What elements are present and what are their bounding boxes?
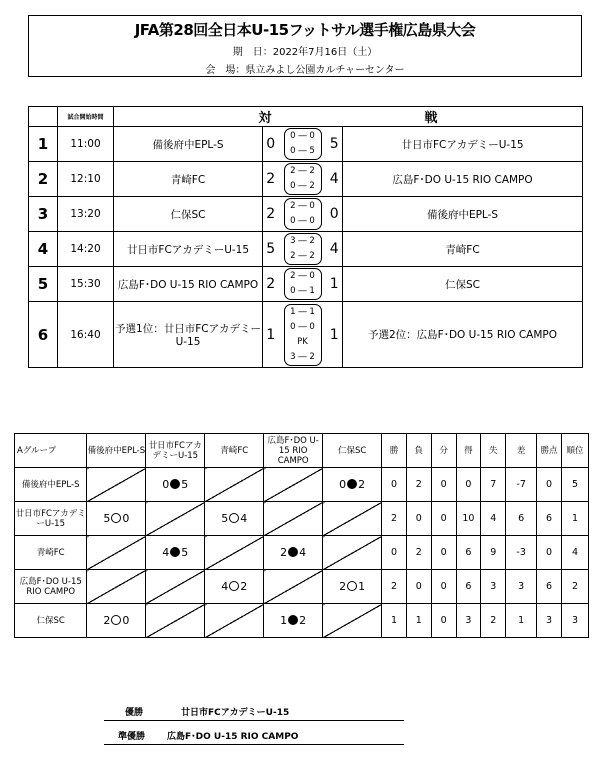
no-match-cell xyxy=(205,536,264,570)
champion-team: 廿日市FCアカデミーU-15 xyxy=(181,708,290,718)
stat-value: 10 xyxy=(456,502,481,536)
half-scores-cell xyxy=(279,162,327,197)
loss-circle-icon xyxy=(288,547,298,557)
stat-value: 3 xyxy=(537,604,562,638)
stat-value: 2 xyxy=(406,536,431,570)
match-result-cell xyxy=(323,468,382,502)
no-match-cell xyxy=(146,502,205,536)
no-match-cell xyxy=(205,604,264,638)
match-row xyxy=(29,232,583,267)
no-match-cell xyxy=(264,570,323,604)
stat-value: 0 xyxy=(431,502,456,536)
stat-value: 2 xyxy=(481,604,506,638)
schedule-header-row xyxy=(29,107,583,127)
result-score-right: 5 xyxy=(181,546,189,559)
second-half-score: 0 ― 5 xyxy=(290,146,315,156)
date-line: 期 日：2022年7月16日（土） xyxy=(232,47,378,58)
match-schedule-table xyxy=(28,106,583,368)
header-vs: 対 戦 xyxy=(114,107,583,127)
half-scores-cell xyxy=(279,232,327,267)
stat-value: 0 xyxy=(382,536,407,570)
result-score-left: 0 xyxy=(162,478,170,491)
stat-value: 0 xyxy=(537,536,562,570)
league-header-row xyxy=(15,434,589,468)
stat-value: 6 xyxy=(506,502,537,536)
stat-value: 6 xyxy=(456,536,481,570)
match-row xyxy=(29,162,583,197)
stat-value: 1 xyxy=(561,502,588,536)
stat-header-draws: 分 xyxy=(431,434,456,468)
stat-value: 3 xyxy=(561,604,588,638)
half-scores-cell xyxy=(279,267,327,302)
stat-value: 0 xyxy=(406,570,431,604)
half-scores-cell xyxy=(279,197,327,232)
stat-value: 1 xyxy=(382,604,407,638)
match-number: 6 xyxy=(29,302,58,368)
header-time: 試合開始時間 xyxy=(58,107,114,127)
match-result-cell xyxy=(146,536,205,570)
result-score-left: 5 xyxy=(103,512,111,525)
stat-value: 4 xyxy=(481,502,506,536)
stat-value: 3 xyxy=(456,604,481,638)
stat-value: 2 xyxy=(561,570,588,604)
stat-value: -7 xyxy=(506,468,537,502)
stat-value: -3 xyxy=(506,536,537,570)
stat-header-points: 勝点 xyxy=(537,434,562,468)
champion-row xyxy=(104,697,404,721)
stat-value: 0 xyxy=(431,536,456,570)
match-row xyxy=(29,197,583,232)
stat-value: 6 xyxy=(456,570,481,604)
result-score-left: 4 xyxy=(221,580,229,593)
home-team: 備後府中EPL-S xyxy=(114,127,263,162)
stat-value: 9 xyxy=(481,536,506,570)
col-team-header: 仁保SC xyxy=(323,434,382,468)
no-match-cell xyxy=(146,570,205,604)
match-row xyxy=(29,302,583,368)
result-score-right: 1 xyxy=(358,580,366,593)
stat-value: 0 xyxy=(382,468,407,502)
first-half-score: 2 ― 0 xyxy=(290,201,315,211)
result-score-right: 5 xyxy=(181,478,189,491)
match-number: 4 xyxy=(29,232,58,267)
away-score: 1 xyxy=(327,302,343,368)
stat-value: 0 xyxy=(431,570,456,604)
no-match-cell xyxy=(87,536,146,570)
match-time: 12:10 xyxy=(58,162,114,197)
row-team-name: 備後府中EPL-S xyxy=(15,468,87,502)
home-team: 予選1位：廿日市FCアカデミーU-15 xyxy=(114,302,263,368)
col-team-header: 広島F･DO U-15 RIO CAMPO xyxy=(264,434,323,468)
loss-circle-icon xyxy=(170,479,180,489)
home-team: 広島F･DO U-15 RIO CAMPO xyxy=(114,267,263,302)
loss-circle-icon xyxy=(347,479,357,489)
league-row xyxy=(15,570,589,604)
match-number: 3 xyxy=(29,197,58,232)
second-half-score: 2 ― 2 xyxy=(290,251,315,261)
result-score-right: 0 xyxy=(122,614,130,627)
stat-value: 3 xyxy=(481,570,506,604)
stat-value: 7 xyxy=(481,468,506,502)
half-scores-cell xyxy=(279,127,327,162)
match-time: 11:00 xyxy=(58,127,114,162)
away-score: 5 xyxy=(327,127,343,162)
stat-header-goals-against: 失 xyxy=(481,434,506,468)
result-score-left: 2 xyxy=(103,614,111,627)
match-result-cell xyxy=(323,570,382,604)
match-result-cell xyxy=(146,468,205,502)
league-row xyxy=(15,536,589,570)
result-score-left: 4 xyxy=(162,546,170,559)
half-scores xyxy=(284,163,322,195)
home-score: 5 xyxy=(263,232,279,267)
row-team-name: 青崎FC xyxy=(15,536,87,570)
row-team-name: 仁保SC xyxy=(15,604,87,638)
stat-header-goal-diff: 差 xyxy=(506,434,537,468)
result-score-left: 2 xyxy=(339,580,347,593)
win-circle-icon xyxy=(111,513,121,523)
no-match-cell xyxy=(87,468,146,502)
stat-header-wins: 勝 xyxy=(382,434,407,468)
col-team-header: 廿日市FCアカデミーU-15 xyxy=(146,434,205,468)
result-score-right: 4 xyxy=(299,546,307,559)
first-half-score: 0 ― 0 xyxy=(290,131,315,141)
no-match-cell xyxy=(323,502,382,536)
second-half-score: 0 ― 1 xyxy=(290,286,315,296)
no-match-cell xyxy=(205,468,264,502)
result-score-right: 2 xyxy=(299,614,307,627)
away-score: 4 xyxy=(327,162,343,197)
stat-value: 3 xyxy=(506,570,537,604)
home-team: 仁保SC xyxy=(114,197,263,232)
stat-header-losses: 負 xyxy=(406,434,431,468)
pk-score: 3 ― 2 xyxy=(290,351,315,362)
stat-header-goals-for: 得 xyxy=(456,434,481,468)
second-half-score: 0 ― 0 xyxy=(290,216,315,226)
match-row xyxy=(29,127,583,162)
match-result-cell xyxy=(205,502,264,536)
stat-value: 0 xyxy=(431,468,456,502)
home-team: 青崎FC xyxy=(114,162,263,197)
col-team-header: 備後府中EPL-S xyxy=(87,434,146,468)
result-score-left: 1 xyxy=(280,614,288,627)
venue-line: 会 場：県立みよし公園カルチャーセンター xyxy=(205,65,405,76)
home-score: 2 xyxy=(263,267,279,302)
match-result-cell xyxy=(264,536,323,570)
stat-value: 5 xyxy=(561,468,588,502)
match-result-cell xyxy=(264,604,323,638)
match-time: 13:20 xyxy=(58,197,114,232)
stat-value: 0 xyxy=(406,502,431,536)
away-score: 1 xyxy=(327,267,343,302)
stat-value: 6 xyxy=(537,570,562,604)
win-circle-icon xyxy=(229,513,239,523)
result-score-left: 5 xyxy=(221,512,229,525)
match-result-cell xyxy=(205,570,264,604)
away-team: 青崎FC xyxy=(343,232,583,267)
stat-value: 0 xyxy=(431,604,456,638)
league-row xyxy=(15,604,589,638)
away-team: 廿日市FCアカデミーU-15 xyxy=(343,127,583,162)
match-number: 1 xyxy=(29,127,58,162)
tournament-title: JFA第28回全日本U-15フットサル選手権広島県大会 xyxy=(134,21,476,39)
stat-value: 2 xyxy=(382,502,407,536)
stat-value: 6 xyxy=(537,502,562,536)
stat-value: 0 xyxy=(537,468,562,502)
stat-value: 2 xyxy=(382,570,407,604)
match-result-cell xyxy=(87,502,146,536)
stat-value: 1 xyxy=(506,604,537,638)
away-team: 広島F･DO U-15 RIO CAMPO xyxy=(343,162,583,197)
result-score-right: 4 xyxy=(240,512,248,525)
no-match-cell xyxy=(264,502,323,536)
second-half-score: 0 ― 0 xyxy=(290,321,315,332)
row-team-name: 廿日市FCアカデミーU-15 xyxy=(15,502,87,536)
tournament-header xyxy=(28,15,582,77)
no-match-cell xyxy=(264,468,323,502)
stat-value: 2 xyxy=(406,468,431,502)
result-score-left: 2 xyxy=(280,546,288,559)
champion-label: 優勝 xyxy=(125,708,144,718)
result-score-right: 2 xyxy=(240,580,248,593)
header-no-cell xyxy=(29,107,58,127)
home-score: 2 xyxy=(263,162,279,197)
match-time: 15:30 xyxy=(58,267,114,302)
loss-circle-icon xyxy=(288,615,298,625)
stat-value: 1 xyxy=(406,604,431,638)
match-time: 14:20 xyxy=(58,232,114,267)
match-number: 5 xyxy=(29,267,58,302)
win-circle-icon xyxy=(229,581,239,591)
result-score-left: 0 xyxy=(339,478,347,491)
half-scores xyxy=(284,198,322,230)
league-row xyxy=(15,502,589,536)
home-score: 0 xyxy=(263,127,279,162)
first-half-score: 2 ― 2 xyxy=(290,166,315,176)
home-team: 廿日市FCアカデミーU-15 xyxy=(114,232,263,267)
half-scores xyxy=(284,233,322,265)
pk-label: PK xyxy=(297,336,308,347)
league-row xyxy=(15,468,589,502)
row-team-name: 広島F･DO U-15 RIO CAMPO xyxy=(15,570,87,604)
group-name: Aグループ xyxy=(15,434,87,468)
match-number: 2 xyxy=(29,162,58,197)
home-score: 1 xyxy=(263,302,279,368)
runner-up-team: 広島F･DO U-15 RIO CAMPO xyxy=(167,732,299,742)
no-match-cell xyxy=(87,570,146,604)
result-score-right: 0 xyxy=(122,512,130,525)
away-score: 4 xyxy=(327,232,343,267)
away-team: 仁保SC xyxy=(343,267,583,302)
half-scores xyxy=(284,268,322,300)
half-scores-cell xyxy=(279,302,327,368)
result-score-right: 2 xyxy=(358,478,366,491)
win-circle-icon xyxy=(111,615,121,625)
no-match-cell xyxy=(323,604,382,638)
first-half-score: 2 ― 0 xyxy=(290,271,315,281)
win-circle-icon xyxy=(347,581,357,591)
away-team: 予選2位：広島F･DO U-15 RIO CAMPO xyxy=(343,302,583,368)
second-half-score: 0 ― 2 xyxy=(290,181,315,191)
loss-circle-icon xyxy=(170,547,180,557)
match-result-cell xyxy=(87,604,146,638)
no-match-cell xyxy=(146,604,205,638)
runner-up-label: 準優勝 xyxy=(118,732,146,742)
stat-header-rank: 順位 xyxy=(561,434,588,468)
first-half-score: 1 ― 1 xyxy=(290,306,315,317)
col-team-header: 青崎FC xyxy=(205,434,264,468)
away-score: 0 xyxy=(327,197,343,232)
home-score: 2 xyxy=(263,197,279,232)
league-table xyxy=(14,433,589,638)
stat-value: 4 xyxy=(561,536,588,570)
away-team: 備後府中EPL-S xyxy=(343,197,583,232)
half-scores xyxy=(284,304,322,366)
stat-value: 0 xyxy=(456,468,481,502)
first-half-score: 3 ― 2 xyxy=(290,236,315,246)
match-row xyxy=(29,267,583,302)
no-match-cell xyxy=(323,536,382,570)
half-scores xyxy=(284,128,322,160)
runner-up-row xyxy=(104,721,404,745)
match-time: 16:40 xyxy=(58,302,114,368)
